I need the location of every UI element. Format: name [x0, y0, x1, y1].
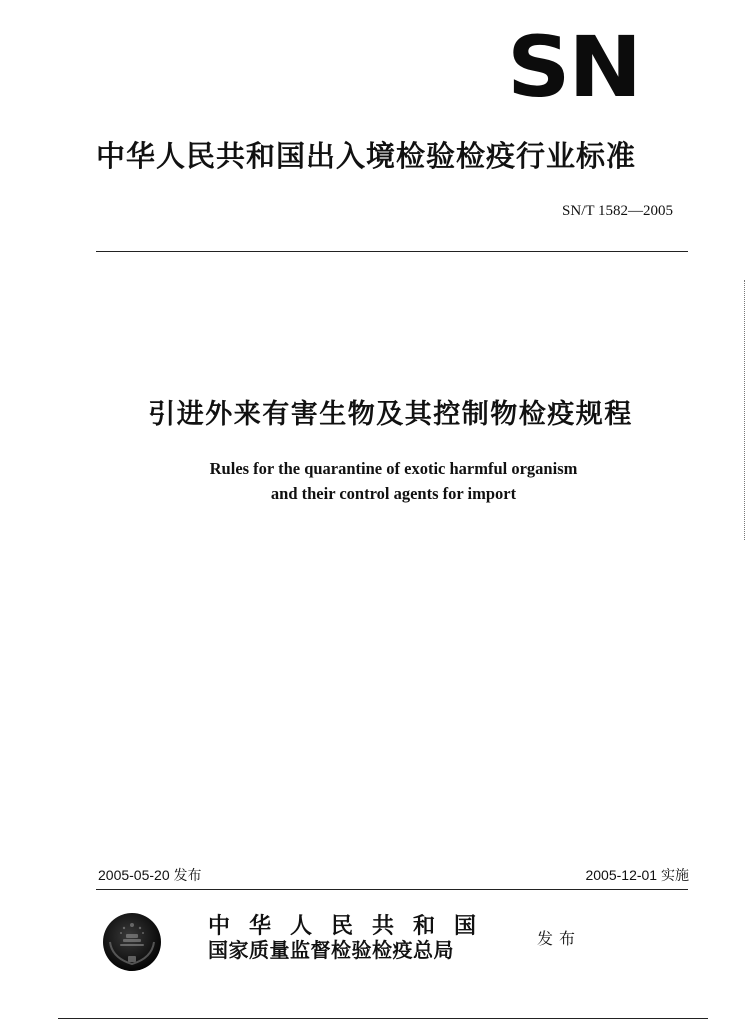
- english-title-line-2: and their control agents for import: [270, 484, 517, 503]
- page-bottom-line: [58, 1018, 708, 1019]
- footer-divider: [96, 889, 688, 890]
- implementation-date: 2005-12-01 实施: [585, 867, 689, 883]
- issuer-country: 中华人民共和国: [208, 913, 496, 939]
- publish-label: 发布: [537, 929, 582, 948]
- national-emblem-icon: [102, 912, 162, 972]
- sn-logo: SN: [507, 18, 641, 116]
- header-divider: [96, 251, 688, 252]
- standard-category-title: 中华人民共和国出入境检验检疫行业标准: [96, 139, 637, 173]
- issuer-agency: 国家质量监督检验检疫总局: [208, 938, 454, 962]
- english-title-line-1: Rules for the quarantine of exotic harmful organism: [209, 459, 578, 478]
- document-title-chinese: 引进外来有害生物及其控制物检疫规程: [148, 399, 633, 430]
- document-title-english: [0, 456, 745, 506]
- issue-date: 2005-05-20 发布: [98, 867, 202, 883]
- scan-edge-mark: [741, 280, 745, 540]
- standard-number: SN/T 1582—2005: [562, 203, 673, 219]
- issuing-authority: [208, 914, 495, 962]
